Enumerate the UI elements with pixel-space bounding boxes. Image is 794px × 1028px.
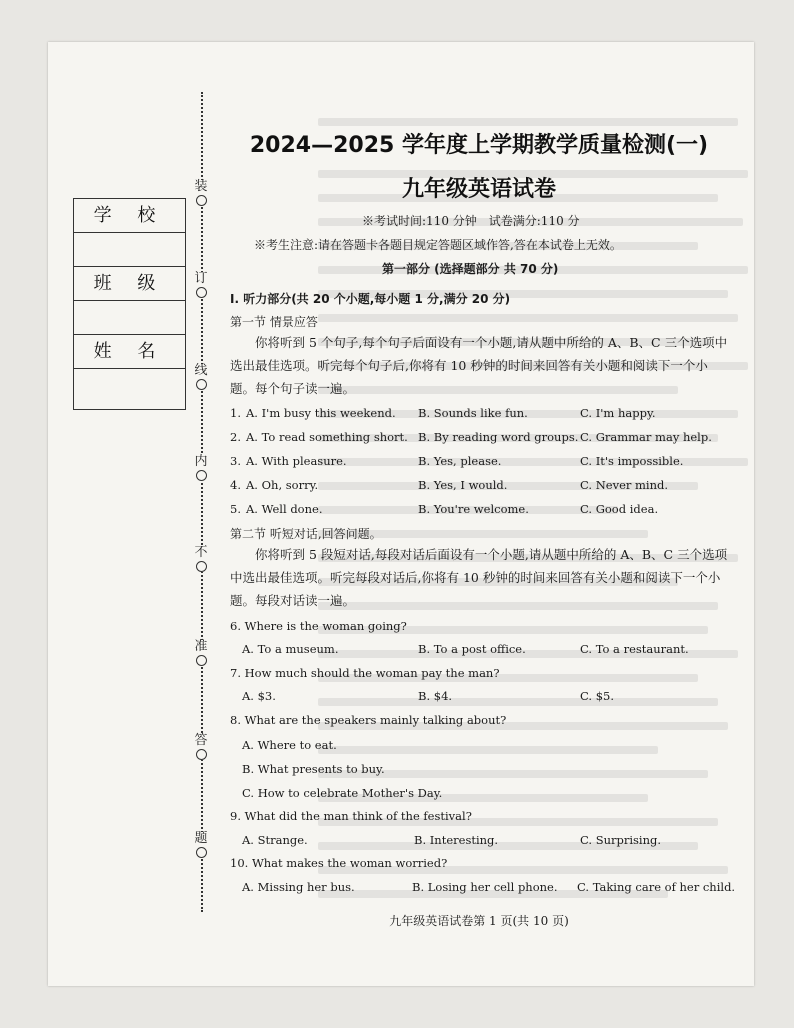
option-c[interactable]: C. Grammar may help. xyxy=(580,430,712,444)
page-footer: 九年级英语试卷第 1 页(共 10 页) xyxy=(389,914,569,928)
option-b[interactable]: B. You're welcome. xyxy=(418,502,529,516)
option-c[interactable]: C. I'm happy. xyxy=(580,406,656,420)
section1-instructions: 你将听到 5 个句子,每个句子后面设有一个小题,请从题中所给的 A、B、C 三个选项中选出最佳选项。听完每个句子后,你将有 10 秒钟的时间来回答有关小题和阅读下一个小题。每个句子读一遍。 xyxy=(230,335,728,396)
binding-char: 线 xyxy=(190,364,212,390)
question-stem: 8. What are the speakers mainly talking about? xyxy=(230,713,507,727)
exam-notice: ※考生注意:请在答题卡各题目规定答题区域作答,答在本试卷上无效。 xyxy=(254,238,622,252)
school-field[interactable] xyxy=(74,233,185,267)
option-b[interactable]: B. Yes, please. xyxy=(418,454,502,468)
class-field[interactable] xyxy=(74,301,185,335)
binding-char: 答 xyxy=(190,734,212,760)
section2-instructions: 你将听到 5 段短对话,每段对话后面设有一个小题,请从题中所给的 A、B、C 三个选项中选出最佳选项。听完每段对话后,你将有 10 秒钟的时间来回答有关小题和阅读下一个小题。每段对话读一遍。 xyxy=(230,547,728,608)
option-b[interactable]: B. Interesting. xyxy=(414,833,499,847)
option-b[interactable]: B. $4. xyxy=(418,689,453,703)
option-a[interactable]: A. I'm busy this weekend. xyxy=(246,406,396,420)
question-stem: 7. How much should the woman pay the man? xyxy=(230,666,500,680)
section1-title: 第一节 情景应答 xyxy=(230,315,318,329)
option-b[interactable]: B. Losing her cell phone. xyxy=(412,880,558,894)
student-info-box xyxy=(73,198,186,410)
question-number: 2. xyxy=(230,430,241,444)
option-a[interactable]: A. With pleasure. xyxy=(246,454,347,468)
option-b[interactable]: B. Yes, I would. xyxy=(418,478,508,492)
binding-char: 准 xyxy=(190,640,212,666)
option-b[interactable]: B. By reading word groups. xyxy=(418,430,579,444)
option-b[interactable]: B. To a post office. xyxy=(418,642,526,656)
binding-char: 内 xyxy=(190,455,212,481)
option-a[interactable]: A. Well done. xyxy=(246,502,323,516)
option-b[interactable]: B. Sounds like fun. xyxy=(418,406,528,420)
option-c[interactable]: C. How to celebrate Mother's Day. xyxy=(242,786,443,800)
option-a[interactable]: A. Oh, sorry. xyxy=(246,478,319,492)
exam-info: ※考试时间:110 分钟 试卷满分:110 分 xyxy=(362,214,580,228)
binding-char: 不 xyxy=(190,546,212,572)
option-a[interactable]: A. To read something short. xyxy=(246,430,408,444)
option-c[interactable]: C. $5. xyxy=(580,689,614,703)
question-number: 1. xyxy=(230,406,241,420)
binding-char: 题 xyxy=(190,832,212,858)
question-number: 3. xyxy=(230,454,241,468)
question-stem: 6. Where is the woman going? xyxy=(230,619,407,633)
question-stem: 9. What did the man think of the festival? xyxy=(230,809,472,823)
option-c[interactable]: C. To a restaurant. xyxy=(580,642,689,656)
option-a[interactable]: A. Strange. xyxy=(242,833,308,847)
option-c[interactable]: C. It's impossible. xyxy=(580,454,684,468)
class-label: 班 级 xyxy=(74,267,185,301)
binding-char: 装 xyxy=(190,180,212,206)
binding-char: 订 xyxy=(190,272,212,298)
question-stem: 10. What makes the woman worried? xyxy=(230,856,448,870)
name-label: 姓 名 xyxy=(74,335,185,369)
name-field[interactable] xyxy=(74,369,185,409)
binding-line xyxy=(201,92,203,912)
section2-title: 第二节 听短对话,回答问题。 xyxy=(230,527,382,541)
question-number: 4. xyxy=(230,478,241,492)
listening-heading: Ⅰ. 听力部分(共 20 个小题,每小题 1 分,满分 20 分) xyxy=(230,292,511,306)
option-a[interactable]: A. Missing her bus. xyxy=(242,880,355,894)
part1-title: 第一部分 (选择题部分 共 70 分) xyxy=(382,262,559,276)
option-c[interactable]: C. Never mind. xyxy=(580,478,669,492)
option-c[interactable]: C. Surprising. xyxy=(580,833,662,847)
option-a[interactable]: A. $3. xyxy=(242,689,276,703)
question-number: 5. xyxy=(230,502,241,516)
option-a[interactable]: A. Where to eat. xyxy=(242,738,337,752)
exam-subtitle: 九年级英语试卷 xyxy=(401,177,556,202)
option-a[interactable]: A. To a museum. xyxy=(242,642,339,656)
option-b[interactable]: B. What presents to buy. xyxy=(242,762,385,776)
school-label: 学 校 xyxy=(74,199,185,233)
exam-title: 2024—2025 学年度上学期教学质量检测(一) xyxy=(249,133,709,158)
option-c[interactable]: C. Good idea. xyxy=(580,502,659,516)
option-c[interactable]: C. Taking care of her child. xyxy=(577,880,736,894)
